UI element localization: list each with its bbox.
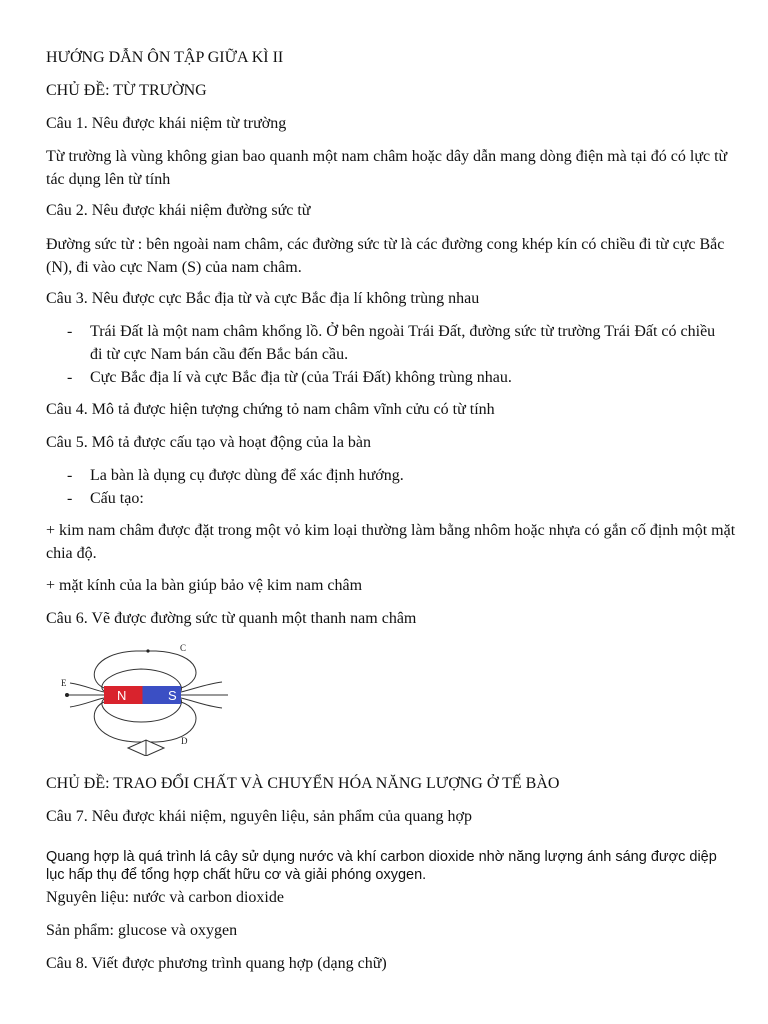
label-e: E xyxy=(61,678,67,688)
answer-7-materials: Nguyên liệu: nước và carbon dioxide xyxy=(46,889,284,906)
list-item xyxy=(67,366,727,389)
topic-heading-magnetic-field: CHỦ ĐỀ: TỪ TRƯỜNG xyxy=(46,82,207,99)
answer-3-item-2: Cực Bắc địa lí và cực Bắc địa từ (của Trái Đất) không trùng nhau. xyxy=(90,369,512,386)
list-item xyxy=(67,487,727,510)
question-1: Câu 1. Nêu được khái niệm từ trường xyxy=(46,115,287,132)
answer-5-item-1: La bàn là dụng cụ được dùng để xác định hướng. xyxy=(90,467,404,484)
question-7: Câu 7. Nêu được khái niệm, nguyên liệu, sản phẩm của quang hợp xyxy=(46,808,472,825)
question-2: Câu 2. Nêu được khái niệm đường sức từ xyxy=(46,202,311,219)
south-pole-label: S xyxy=(168,688,177,703)
question-5: Câu 5. Mô tả được cấu tạo và hoạt động của la bàn xyxy=(46,434,372,451)
bullet-dash: - xyxy=(67,490,73,507)
answer-7-definition: Quang hợp là quá trình lá cây sử dụng nước và khí carbon dioxide nhờ năng lượng ánh sáng được diệp lục hấp thụ để tổng hợp chất hữu cơ và giải phóng oxygen. xyxy=(46,849,717,883)
bullet-dash: - xyxy=(67,323,73,340)
document-title: HƯỚNG DẪN ÔN TẬP GIỮA KÌ II xyxy=(46,49,284,66)
topic-heading-metabolism: CHỦ ĐỀ: TRAO ĐỔI CHẤT VÀ CHUYỂN HÓA NĂNG LƯỢNG Ở TẾ BÀO xyxy=(46,775,560,792)
answer-5-detail-2: + mặt kính của la bàn giúp bảo vệ kim nam châm xyxy=(46,577,363,594)
bullet-dash: - xyxy=(67,369,73,386)
list-item xyxy=(67,464,727,487)
answer-7-products: Sản phẩm: glucose và oxygen xyxy=(46,922,238,939)
north-pole-label: N xyxy=(117,688,127,703)
answer-5-detail-1: + kim nam châm được đặt trong một vỏ kim loại thường làm bằng nhôm hoặc nhựa có gắn cố định một mặt chia độ. xyxy=(46,522,736,562)
compass-needle-icon xyxy=(128,740,164,756)
answer-3-item-1: Trái Đất là một nam châm khổng lồ. Ở bên ngoài Trái Đất, đường sức từ trường Trái Đất có chiều đi từ cực Nam bán cầu đến Bắc bán cầu. xyxy=(90,323,716,363)
point-c-marker xyxy=(146,649,149,652)
answer-2: Đường sức từ : bên ngoài nam châm, các đường sức từ là các đường cong khép kín có chiều đi từ cực Bắc (N), đi vào cực Nam (S) của nam châm. xyxy=(46,236,725,276)
field-line xyxy=(181,682,222,692)
label-c: C xyxy=(180,643,187,653)
question-3: Câu 3. Nêu được cực Bắc địa từ và cực Bắc địa lí không trùng nhau xyxy=(46,290,480,307)
answer-1: Từ trường là vùng không gian bao quanh một nam châm hoặc dây dẫn mang dòng điện mà tại đó có lực từ tác dụng lên từ tính xyxy=(46,148,728,188)
magnet-field-lines-figure xyxy=(56,640,266,756)
label-d: D xyxy=(181,736,188,746)
list-item xyxy=(67,320,727,366)
bullet-dash: - xyxy=(67,467,73,484)
question-8: Câu 8. Viết được phương trình quang hợp (dạng chữ) xyxy=(46,955,387,972)
question-4: Câu 4. Mô tả được hiện tượng chứng tỏ nam châm vĩnh cửu có từ tính xyxy=(46,401,495,418)
field-line xyxy=(181,698,222,708)
answer-5-item-2: Cấu tạo: xyxy=(90,490,144,507)
point-e-marker xyxy=(65,693,69,697)
question-6: Câu 6. Vẽ được đường sức từ quanh một thanh nam châm xyxy=(46,610,417,627)
